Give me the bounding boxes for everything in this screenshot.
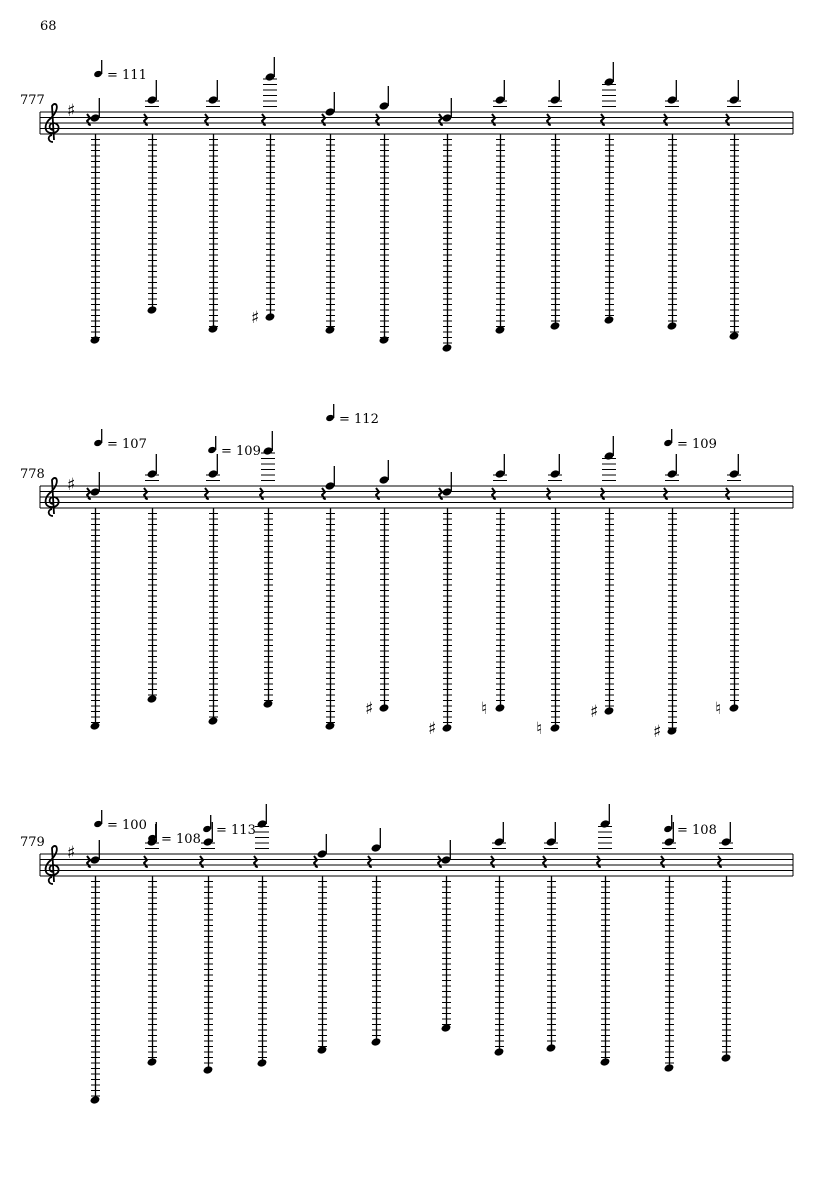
- note-column: [439, 98, 452, 353]
- page-number: 68: [40, 19, 57, 34]
- system-779: [20, 804, 793, 1105]
- note-column: [144, 80, 159, 315]
- note-column: [597, 804, 612, 1067]
- accidental: ♯: [590, 702, 599, 722]
- note-column: [205, 80, 220, 334]
- tempo-label: = 109: [221, 444, 261, 459]
- low-note-head: [265, 312, 276, 322]
- low-note-head: [600, 1057, 611, 1067]
- note-column: [543, 822, 558, 1053]
- tempo-mark: [663, 815, 717, 838]
- low-note-head: [147, 1057, 158, 1067]
- note-column: [251, 57, 277, 328]
- low-note-head: [442, 343, 453, 353]
- note-column: [590, 436, 616, 722]
- tempo-label: = 108: [677, 823, 717, 838]
- note-column: [481, 454, 507, 719]
- note-column: [726, 80, 741, 341]
- low-note-head: [379, 703, 390, 713]
- tempo-mark: [93, 810, 147, 833]
- low-note-head: [90, 1095, 101, 1105]
- accidental: ♯: [365, 699, 374, 719]
- note-column: [314, 834, 327, 1055]
- low-note-head: [208, 716, 219, 726]
- low-note-head: [208, 324, 219, 334]
- tempo-label: = 113: [216, 823, 256, 838]
- accidental: ♯: [653, 722, 662, 742]
- tempo-label: = 111: [107, 68, 147, 83]
- low-note-head: [495, 703, 506, 713]
- accidental: ♯: [251, 308, 260, 328]
- note-column: [368, 828, 381, 1047]
- tempo-mark: [325, 404, 379, 427]
- system-778: [20, 404, 793, 742]
- low-note-head: [729, 703, 740, 713]
- tempo-mark: [93, 60, 147, 83]
- low-note-head: [147, 305, 158, 315]
- low-note-head: [494, 1047, 505, 1057]
- low-note-head: [379, 335, 390, 345]
- measure-number: 779: [20, 835, 45, 850]
- tempo-mark: [93, 429, 147, 452]
- note-column: [254, 804, 269, 1068]
- low-note-head: [371, 1037, 382, 1047]
- tempo-mark: [202, 815, 256, 838]
- low-note-head: [604, 315, 615, 325]
- note-column: [205, 454, 220, 726]
- low-note-head: [667, 321, 678, 331]
- note-column: [715, 454, 741, 719]
- tempo-label: = 109: [677, 437, 717, 452]
- note-column: [144, 822, 159, 1067]
- note-column: [438, 840, 451, 1033]
- tempo-label: = 107: [107, 437, 147, 452]
- tempo-label: = 112: [339, 412, 379, 427]
- low-note-head: [550, 723, 561, 733]
- note-column: [376, 86, 389, 345]
- tempo-mark: [207, 436, 261, 459]
- system-777: [20, 57, 793, 353]
- note-column: [260, 431, 275, 709]
- sharp-icon: ♯: [67, 101, 76, 121]
- sharp-icon: ♯: [67, 475, 76, 495]
- note-column: [428, 472, 452, 739]
- note-column: [718, 822, 733, 1063]
- note-column: [601, 62, 616, 325]
- accidental: ♮: [536, 719, 543, 739]
- systems-layer: [20, 57, 793, 1105]
- low-note-head: [203, 1065, 214, 1075]
- note-column: [322, 466, 335, 731]
- note-column: [87, 98, 100, 345]
- accidental: ♮: [715, 699, 722, 719]
- note-column: [492, 80, 507, 335]
- note-column: [87, 472, 100, 731]
- accidental: ♮: [481, 699, 488, 719]
- tempo-mark: [663, 429, 717, 452]
- measure-number: 778: [20, 467, 45, 482]
- low-note-head: [257, 1058, 268, 1068]
- low-note-head: [604, 706, 615, 716]
- low-note-head: [721, 1053, 732, 1063]
- sharp-icon: ♯: [67, 843, 76, 863]
- tempo-label: = 100: [107, 818, 147, 833]
- low-note-head: [442, 723, 453, 733]
- low-note-head: [664, 1063, 675, 1073]
- low-note-head: [546, 1043, 557, 1053]
- low-note-head: [90, 335, 101, 345]
- low-note-head: [550, 321, 561, 331]
- note-column: [87, 840, 100, 1105]
- measure-number: 777: [20, 93, 45, 108]
- note-column: [491, 822, 506, 1057]
- tempo-label: = 108: [161, 832, 201, 847]
- note-column: [365, 460, 389, 719]
- low-note-head: [729, 331, 740, 341]
- accidental: ♯: [428, 719, 437, 739]
- low-note-head: [147, 694, 158, 704]
